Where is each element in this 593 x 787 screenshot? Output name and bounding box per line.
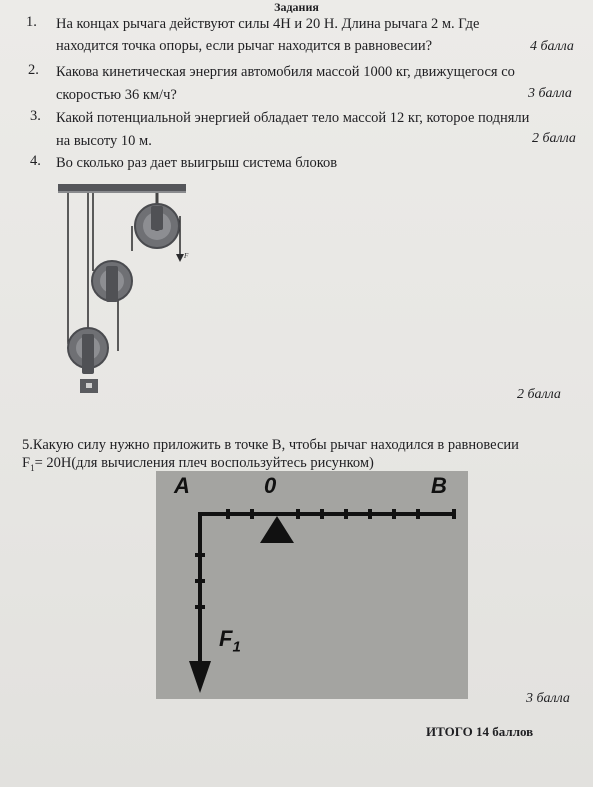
question-4-number: 4. xyxy=(30,153,41,169)
lever-figure xyxy=(156,471,468,699)
label-point-0: 0 xyxy=(264,473,277,498)
question-1-number: 1. xyxy=(26,14,37,30)
svg-text:F: F xyxy=(184,252,189,260)
force-f1-arrow xyxy=(189,661,211,693)
question-2-points: 3 балла xyxy=(528,86,572,101)
question-5-points: 3 балла xyxy=(526,691,570,706)
force-subscript: 1 xyxy=(30,462,35,473)
total-score: ИТОГО 14 баллов xyxy=(426,724,534,739)
question-3-points: 2 балла xyxy=(532,131,576,146)
question-4-points: 2 балла xyxy=(517,387,561,402)
ceiling-beam xyxy=(58,184,186,191)
question-3-line-2: на высоту 10 м. xyxy=(56,133,152,149)
question-1-points: 4 балла xyxy=(530,39,574,54)
question-5-line-1: 5.Какую силу нужно приложить в точке В, чтобы рычаг находился в равновесии xyxy=(22,437,519,453)
question-1-line-2: находится точка опоры, если рычаг находится в равновесии? xyxy=(56,38,433,54)
question-2-line-1: Какова кинетическая энергия автомобиля массой 1000 кг, движущегося со xyxy=(56,64,515,80)
vertical-arm xyxy=(198,512,202,662)
question-2-number: 2. xyxy=(28,62,39,78)
force-arrow xyxy=(176,254,184,262)
page-title: Задания xyxy=(274,0,319,14)
question-2-line-2: скоростью 36 км/ч? xyxy=(56,87,177,103)
force-symbol: F xyxy=(22,455,31,471)
pulley-system-figure xyxy=(50,176,210,406)
label-force-f1: $F_1$ xyxy=(219,626,241,656)
label-point-b: B xyxy=(431,473,447,498)
question-3-line-1: Какой потенциальной энергией обладает тело массой 12 кг, которое подняли xyxy=(56,110,530,126)
question-4-line-1: Во сколько раз дает выигрыш система блоков xyxy=(56,155,338,171)
label-point-a: A xyxy=(174,473,190,498)
question-1-line-1: На концах рычага действуют силы 4Н и 20 Н. Длина рычага 2 м. Где xyxy=(56,16,480,32)
question-3-number: 3. xyxy=(30,108,41,124)
question-5-line-2-text: = 20Н(для вычисления плеч воспользуйтесь рисунком) xyxy=(34,455,374,471)
fulcrum-triangle xyxy=(260,516,294,543)
